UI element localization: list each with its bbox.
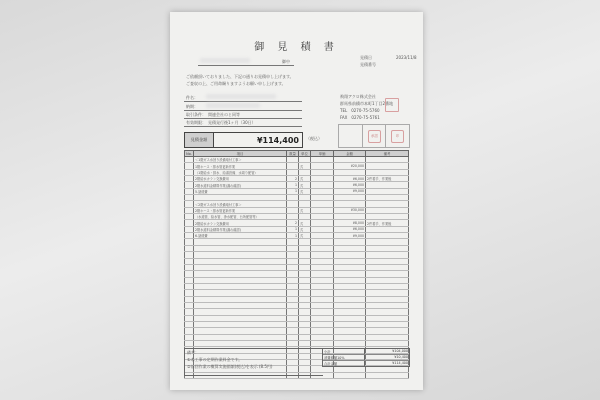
cell-amount: ¥20,000 [334, 163, 366, 169]
cell-qty: 2 [287, 220, 299, 226]
cell-unit: 式 [299, 233, 311, 239]
cell-item: ＜2階ガス水回り設備取付工事＞ [194, 201, 287, 207]
redacted-delivery [206, 103, 260, 108]
cell-qty: 2 [287, 176, 299, 182]
estimate-number-label: 見積番号 [360, 62, 376, 67]
cell-amount: ¥9,000 [334, 233, 366, 239]
issue-date: 2023/11/8 [396, 55, 417, 60]
cell-item: 5.諸経費 [194, 188, 287, 194]
col-header-unit: 単位 [299, 151, 311, 157]
col-header-no: No. [186, 151, 192, 156]
col-header-qty: 数量 [287, 151, 299, 157]
intro-line-1: ご依頼頂いておりました、下記の通りお見積申し上げます。 [186, 74, 294, 79]
amount-value: ¥114,400 [256, 135, 299, 145]
cell-item: ＜1階ガス水回り設備取付工事＞ [194, 157, 287, 163]
cell-item: （水道管、給水管、浄水配管、台所配管等） [194, 214, 287, 220]
cell-unit: 式 [299, 207, 311, 213]
stamp-area [338, 124, 410, 148]
remarks-line-1: ①本工事の定期作業料金です。 [187, 357, 243, 362]
approval-stamp: 承認 [368, 130, 381, 143]
seal-stamp: 印 [391, 130, 404, 143]
col-header-amount: 金額 [334, 151, 366, 157]
estimate-document [170, 12, 423, 390]
grand-total-value: ¥114,400 [392, 361, 408, 365]
payment-value: 関連会社のと同等 [208, 112, 240, 117]
cell-unit: 式 [299, 220, 311, 226]
totals-box [322, 348, 410, 367]
remarks-label: 備考： [187, 350, 199, 355]
remarks-box [184, 348, 323, 376]
tax-label: 消費税額10% [323, 355, 365, 360]
grand-total-row [323, 361, 409, 366]
document-title: 御 見 積 書 [254, 42, 339, 53]
redacted-subject [206, 94, 276, 99]
cell-unit: 式 [299, 176, 311, 182]
remarks-line-2: ②前回作業の概算実施価額(税込)を表示 (8.5円) [187, 364, 273, 369]
cell-item: 2階給水カラン交換費用 [194, 220, 287, 226]
amount-box [184, 132, 303, 148]
cell-item: 2階水道料金精算作業(漏れ確認) [194, 226, 287, 232]
cell-notes: 2件着手、作業後 [366, 176, 409, 182]
cell-qty: 1 [287, 182, 299, 188]
company-name: 飛翔アクロ株式会社 [340, 94, 376, 99]
company-tel: TEL 0270-75-5760 [340, 108, 380, 113]
tax-note: （税込） [306, 136, 322, 141]
col-header-item: 項目 [194, 151, 287, 157]
recipient-suffix: 御中 [282, 59, 290, 64]
validity-label: 有効期限： [186, 120, 206, 125]
cell-unit: 式 [299, 182, 311, 188]
subtotal-label: 小計 [323, 349, 365, 354]
col-header-notes: 備考 [366, 151, 409, 157]
cell-qty: 1 [287, 226, 299, 232]
cell-notes [366, 372, 409, 378]
company-fax: FAX 0270-75-5761 [340, 115, 380, 120]
subject-label: 件名： [186, 95, 198, 100]
cell-item: 2階ホース・排水管更新作業 [194, 207, 287, 213]
col-header-unit-price: 単価 [311, 151, 334, 157]
cell-amount: ¥6,000 [334, 226, 366, 232]
table-body [185, 157, 409, 379]
cell-amount [334, 372, 366, 378]
validity-value: 見積発行後1ヶ月（30日） [208, 120, 256, 125]
cell-amount: ¥6,000 [334, 182, 366, 188]
cell-item: 2階給水カラン交換費用 [194, 176, 287, 182]
grand-total-label: 合計金額 [323, 361, 365, 366]
delivery-label: 納期： [186, 104, 198, 109]
cell-amount: ¥9,000 [334, 188, 366, 194]
cell-item: 6.諸経費 [194, 233, 287, 239]
payment-label: 取引条件： [186, 112, 206, 117]
items-table [184, 150, 409, 379]
issue-date-label: 見積日 [360, 55, 372, 60]
amount-label: 見積金額 [185, 133, 214, 147]
subtotal-value: ¥104,000 [392, 349, 408, 353]
cell-unit: 式 [299, 163, 311, 169]
cell-unit: 式 [299, 188, 311, 194]
cell-unit: 式 [299, 226, 311, 232]
cell-qty: 1 [287, 188, 299, 194]
cell-item: （1階給水・排水、給湯設備、水周り配管） [194, 169, 287, 175]
company-address: 群馬県前橋市本町1丁目2番地 [340, 101, 394, 106]
cell-amount: ¥30,000 [334, 207, 366, 213]
tax-value: ¥10,400 [394, 355, 408, 359]
company-seal [385, 98, 399, 112]
cell-amount: ¥8,000 [334, 220, 366, 226]
cell-amount: ¥6,000 [334, 176, 366, 182]
intro-line-2: ご査収の上、ご用命賜りますようお願い申し上げます。 [186, 81, 286, 86]
cell-item: 1階ホース・排水管更新作業 [194, 163, 287, 169]
redacted-recipient [200, 58, 250, 63]
cell-qty: 1 [287, 233, 299, 239]
cell-item: 2階水道料金精算作業(漏れ確認) [194, 182, 287, 188]
cell-notes: 2件着手、作業後 [366, 220, 409, 226]
